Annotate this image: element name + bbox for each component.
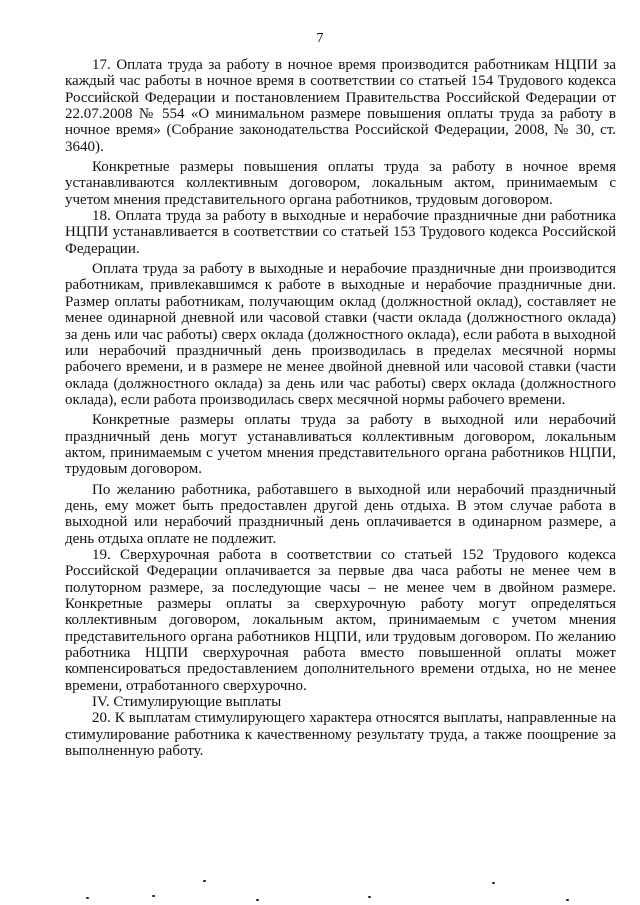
scan-speck bbox=[203, 880, 206, 882]
scan-speck bbox=[86, 897, 89, 899]
paragraph-17: 17. Оплата труда за работу в ночное время производится работникам НЦПИ за каждый час работы в ночное время в соответствии со статьей 154 Трудового кодекса Российской Федерации и постановлением Правительства Российской Федерации от 22.07.2008 № 554 «О минимальном размере повышения оплаты труда за работу в ночное время» (Собрание законодательства Российской Федерации, 2008, № 30, ст. 3640). bbox=[65, 57, 616, 155]
section-heading: IV. Стимулирующие выплаты bbox=[92, 694, 282, 711]
paragraph-18: 18. Оплата труда за работу в выходные и нерабочие праздничные дни работника НЦПИ устанавливается в соответствии со статьей 153 Трудового кодекса Российской Федерации. bbox=[65, 208, 616, 257]
paragraph-18-weekend-pay: Оплата труда за работу в выходные и нерабочие праздничные дни производится работникам, привлекавшимся к работе в выходные и нерабочие праздничные дни. Размер оплаты работникам, получающим оклад (должностной оклад), составляет не менее одинарной дневной или часовой ставки (части оклада (должностного оклада) за день или час работы) сверх оклада (должностного оклада), если работа в выходной или нерабочий праздничный день производилась в пределах месячной нормы рабочего времени, и в размере не менее двойной дневной или часовой ставки (части оклада (должностного оклада) за день или час работы) сверх оклада (должностного оклада), если работа производилась сверх месячной нормы рабочего времени. bbox=[65, 261, 616, 408]
document-body bbox=[65, 57, 616, 759]
paragraph-18-day-off: По желанию работника, работавшего в выходной или нерабочий праздничный день, ему может быть предоставлен другой день отдыха. В этом случае работа в выходной или нерабочий праздничный день оплачивается в одинарном размере, а день отдыха оплате не подлежит. bbox=[65, 481, 616, 547]
scan-speck bbox=[152, 895, 155, 897]
paragraph-18-specific-rates: Конкретные размеры оплаты труда за работу в выходной или нерабочий праздничный день могут устанавливаться коллективным договором, локальным актом, принимаемым с учетом мнения представительного органа работников НЦПИ, трудовым договором. bbox=[65, 412, 616, 478]
paragraph-20: 20. К выплатам стимулирующего характера относятся выплаты, направленные на стимулирование работника к качественному результату труда, а также поощрение за выполненную работу. bbox=[65, 710, 616, 760]
scan-speck bbox=[492, 882, 495, 884]
scan-speck bbox=[566, 899, 569, 901]
page-number: 7 bbox=[316, 31, 324, 46]
scan-speck bbox=[368, 896, 371, 898]
paragraph-17-night-rates: Конкретные размеры повышения оплаты труда за работу в ночное время устанавливаются коллективным договором, локальным актом, принимаемым с учетом мнения представительного органа работников, трудовым договором. bbox=[65, 159, 616, 208]
paragraph-19: 19. Сверхурочная работа в соответствии со статьей 152 Трудового кодекса Российской Федерации оплачивается за первые два часа работы не менее чем в полуторном размере, за последующие часы – не менее чем в двойном размере. Конкретные размеры оплаты за сверхурочную работу могут определяться коллективным договором, локальным актом, принимаемым с учетом мнения представительного органа работников НЦПИ, или трудовым договором. По желанию работника НЦПИ сверхурочная работа вместо повышенной оплаты может компенсироваться предоставлением дополнительного времени отдыха, но не менее времени, отработанного сверхурочно. bbox=[65, 546, 616, 694]
scan-speck bbox=[256, 899, 259, 901]
